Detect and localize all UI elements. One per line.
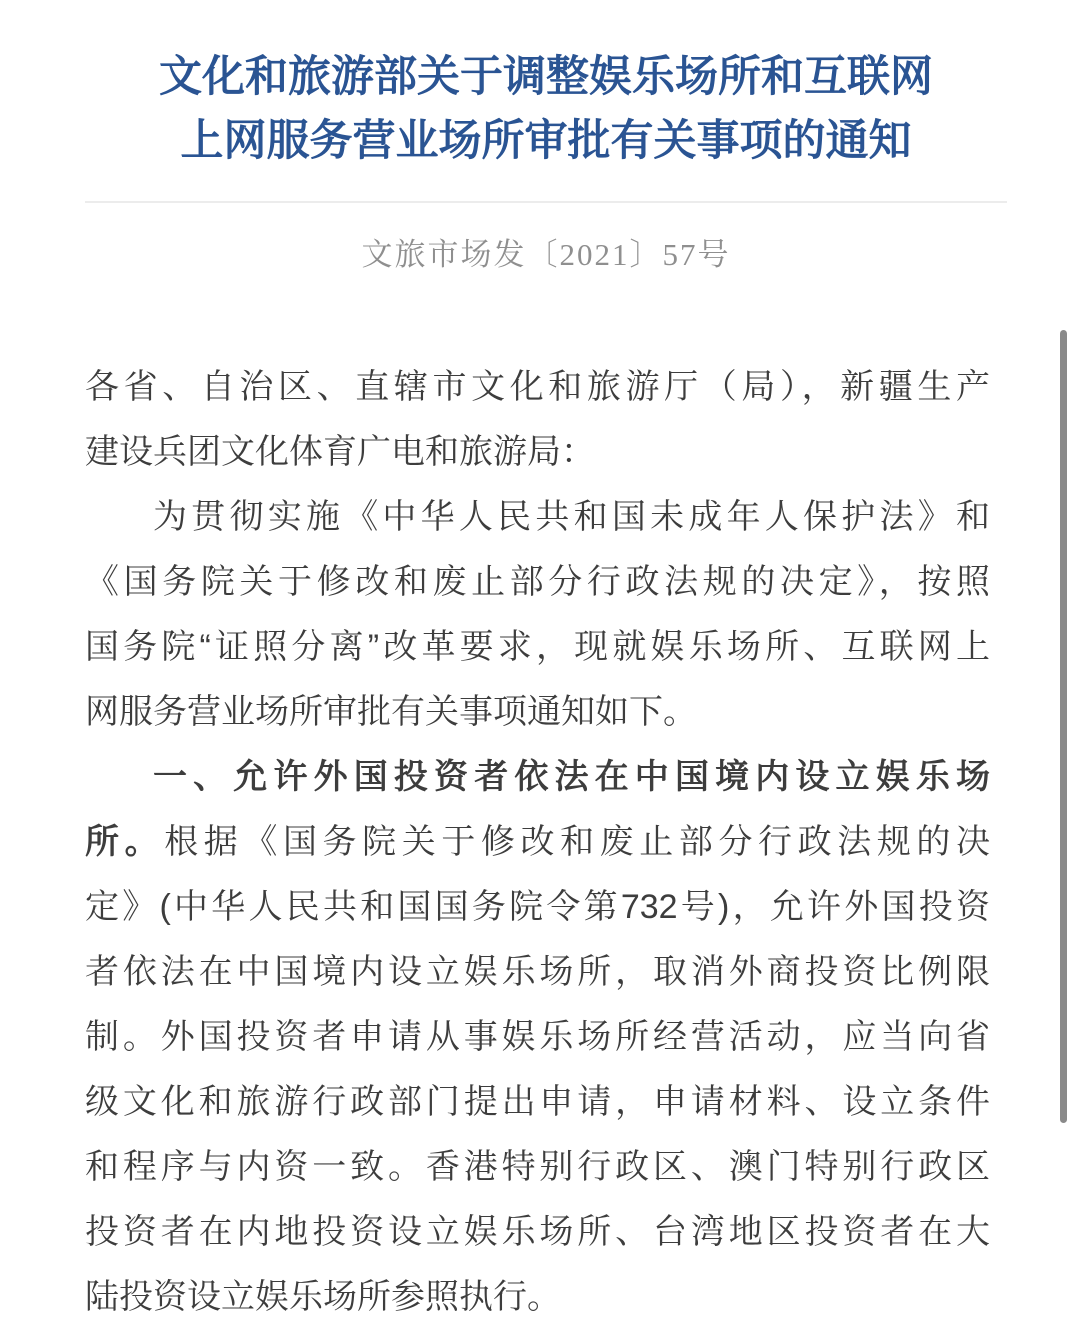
body-line — [85, 875, 990, 940]
body-line-text: 者依法在中国境内设立娱乐场所，取消外商投资比例限 — [85, 953, 990, 991]
document-title-line-2: 上网服务营业场所审批有关事项的通知 — [180, 117, 912, 165]
document-title-line-1: 文化和旅游部关于调整娱乐场所和互联网 — [159, 53, 933, 101]
document-content — [85, 0, 1007, 1330]
body-line-text: 陆投资设立娱乐场所参照执行。 — [85, 1278, 561, 1316]
body-line-text: 和程序与内资一致。香港特别行政区、澳门特别行政区 — [85, 1148, 990, 1186]
body-line-text: 根据《国务院关于修改和废止部分行政法规的决 — [164, 823, 991, 861]
body-line — [85, 1265, 990, 1330]
body-line — [85, 1135, 990, 1200]
body-line — [85, 1200, 990, 1265]
body-line-text: 国务院“证照分离”改革要求，现就娱乐场所、互联网上 — [85, 628, 990, 666]
body-line-text: 各省、自治区、直辖市文化和旅游厅（局），新疆生产 — [85, 368, 990, 406]
title-divider — [85, 201, 1007, 203]
body-line — [85, 355, 990, 420]
body-line-text: 制。外国投资者申请从事娱乐场所经营活动，应当向省 — [85, 1018, 990, 1056]
body-line-text: 《国务院关于修改和废止部分行政法规的决定》，按照 — [85, 563, 990, 601]
scrollbar-thumb[interactable] — [1060, 330, 1067, 1123]
body-line-text: 建设兵团文化体育广电和旅游局： — [85, 433, 595, 471]
document-body — [85, 355, 990, 1330]
body-line — [85, 485, 990, 550]
body-line — [85, 550, 990, 615]
document-title — [85, 0, 1007, 173]
body-line — [85, 420, 990, 485]
body-line — [85, 615, 990, 680]
body-line-bold-text: 一、允许外国投资者依法在中国境内设立娱乐场 — [153, 758, 990, 796]
body-line-text: 定》(中华人民共和国国务院令第732号)，允许外国投资 — [85, 888, 990, 926]
body-line-text: 级文化和旅游行政部门提出申请，申请材料、设立条件 — [85, 1083, 990, 1121]
document-number: 文旅市场发〔2021〕57号 — [361, 237, 731, 272]
body-line — [85, 940, 990, 1005]
body-line-bold-text: 所。 — [85, 823, 165, 861]
body-line-text: 网服务营业场所审批有关事项通知如下。 — [85, 693, 697, 731]
body-line — [85, 1070, 990, 1135]
body-line — [85, 810, 990, 875]
body-line-text: 为贯彻实施《中华人民共和国未成年人保护法》和 — [153, 498, 990, 536]
body-line — [85, 1005, 990, 1070]
body-line-text: 投资者在内地投资设立娱乐场所、台湾地区投资者在大 — [85, 1213, 990, 1251]
body-line — [85, 680, 990, 745]
body-line-section-heading — [85, 745, 990, 810]
